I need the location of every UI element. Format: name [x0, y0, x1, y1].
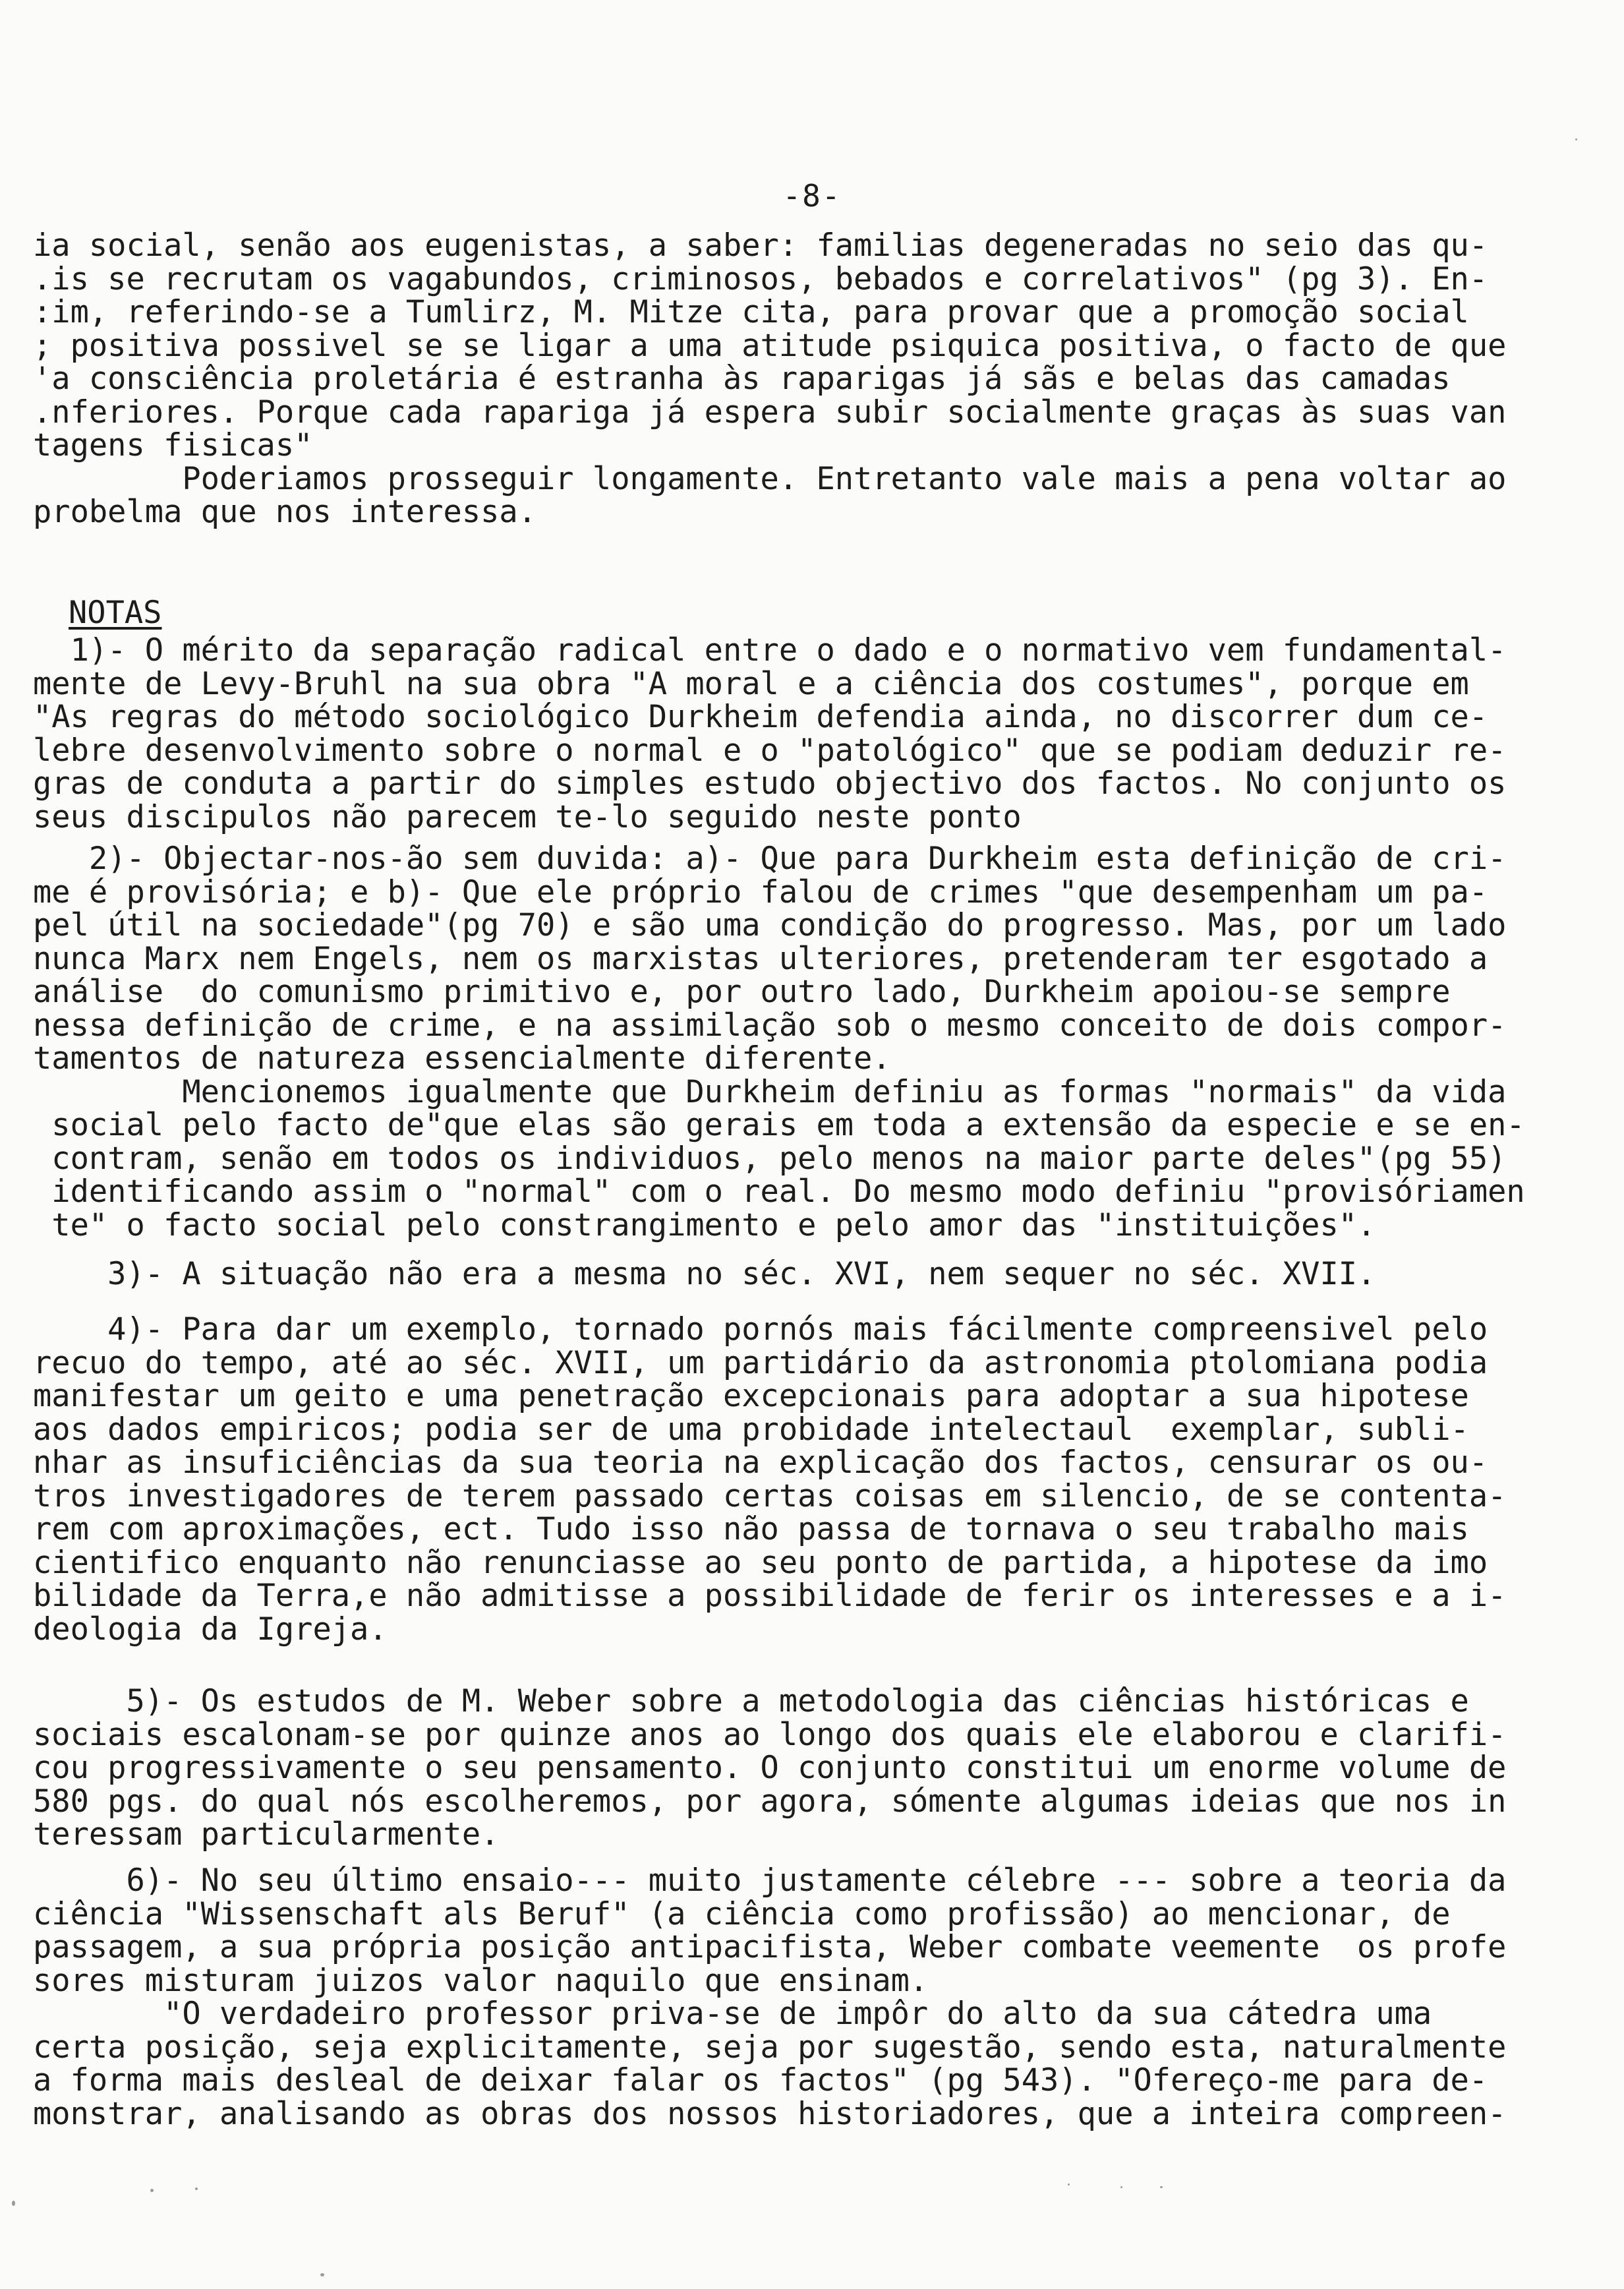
page-number: -8- — [782, 178, 842, 214]
text-line: contram, senão em todos os individuos, pelo menos na maior parte deles"(pg 55) — [33, 1140, 1507, 1177]
text-line: "As regras do método sociológico Durkheim defendia ainda, no discorrer dum ce- — [33, 699, 1488, 735]
text-line: sores misturam juizos valor naquilo que ensinam. — [33, 1962, 929, 1999]
text-line: probelma que nos interessa. — [33, 494, 537, 530]
text-line: ciência "Wissenschaft als Beruf" (a ciência como profissão) ao mencionar, de — [33, 1895, 1451, 1932]
text-line: 1)- O mérito da separação radical entre o dado e o normativo vem fundamental- — [33, 632, 1507, 669]
text-line: bilidade da Terra,e não admitisse a possibilidade de ferir os interesses e a i- — [33, 1578, 1507, 1614]
text-line: cou progressivamente o seu pensamento. O conjunto constitui um enorme volume de — [33, 1750, 1507, 1786]
text-line: .nferiores. Porque cada rapariga já espera subir socialmente graças às suas van — [33, 394, 1507, 431]
text-line: 5)- Os estudos de M. Weber sobre a metodologia das ciências históricas e — [33, 1683, 1469, 1719]
note-2 — [33, 843, 1602, 1242]
scan-speck — [195, 2187, 198, 2190]
text-line: me é provisória; e b)- Que ele próprio falou de crimes "que desempenham um pa- — [33, 874, 1488, 910]
text-line: Mencionemos igualmente que Durkheim definiu as formas "normais" da vida — [33, 1073, 1507, 1110]
note-5 — [33, 1685, 1602, 1852]
text-line: manifestar um geito e uma penetração excepcionais para adoptar a sua hipotese — [33, 1378, 1469, 1414]
text-line: nessa definição de crime, e na assimilação sob o mesmo conceito de dois compor- — [33, 1007, 1507, 1044]
text-line: rem com aproximações, ect. Tudo isso não passa de tornava o seu trabalho mais — [33, 1511, 1469, 1547]
text-line: cientifico enquanto não renunciasse ao seu ponto de partida, a hipotese da imo — [33, 1544, 1488, 1581]
text-line: análise do comunismo primitivo e, por outro lado, Durkheim apoiou-se sempre — [33, 974, 1451, 1010]
text-line: recuo do tempo, até ao séc. XVII, um partidário da astronomia ptolomiana podia — [33, 1344, 1488, 1381]
text-line: :im, referindo-se a Tumlirz, M. Mitze cita, para provar que a promoção social — [33, 294, 1469, 330]
scan-speck — [320, 2273, 324, 2276]
text-line: a forma mais desleal de deixar falar os factos" (pg 543). "Ofereço-me para de- — [33, 2062, 1488, 2098]
text-line: mente de Levy-Bruhl na sua obra "A moral e a ciência dos costumes", porque em — [33, 665, 1469, 702]
text-line: monstrar, analisando as obras dos nossos historiadores, que a inteira compreen- — [33, 2095, 1507, 2132]
text-line: "O verdadeiro professor priva-se de impôr do alto da sua cátedra uma — [33, 1996, 1432, 2032]
text-line: identificando assim o "normal" com o real. Do mesmo modo definiu "provisóriamen — [33, 1174, 1525, 1210]
text-line: 3)- A situação não era a mesma no séc. XVI, nem sequer no séc. XVII. — [33, 1256, 1376, 1292]
text-line: nhar as insuficiências da sua teoria na explicação dos factos, censurar os ou- — [33, 1444, 1488, 1481]
text-line: pel útil na sociedade"(pg 70) e são uma condição do progresso. Mas, por um lado — [33, 907, 1507, 943]
note-3 — [33, 1258, 1602, 1292]
text-line: seus discipulos não parecem te-lo seguido neste ponto — [33, 798, 1022, 835]
text-line: 4)- Para dar um exemplo, tornado pornós mais fácilmente compreensivel pelo — [33, 1311, 1488, 1348]
scan-speck — [1160, 2186, 1163, 2188]
scan-speck — [1068, 2184, 1070, 2185]
text-line: aos dados empiricos; podia ser de uma probidade intelectaul exemplar, subli- — [33, 1411, 1469, 1448]
text-line: ; positiva possivel se se ligar a uma atitude psiquica positiva, o facto de que — [33, 327, 1507, 364]
text-line: lebre desenvolvimento sobre o normal e o "patológico" que se podiam deduzir re- — [33, 732, 1507, 769]
scan-speck — [1575, 138, 1577, 140]
text-line: deologia da Igreja. — [33, 1611, 388, 1648]
text-line: te" o facto social pelo constrangimento e pelo amor das "instituições". — [33, 1206, 1376, 1243]
text-line: tros investigadores de terem passado certas coisas em silencio, de se contenta- — [33, 1477, 1507, 1514]
text-line: ia social, senão aos eugenistas, a saber: familias degeneradas no seio das qu- — [33, 227, 1488, 264]
note-6 — [33, 1864, 1602, 2131]
note-4 — [33, 1313, 1602, 1646]
text-line: 'a consciência proletária é estranha às raparigas já sãs e belas das camadas — [33, 361, 1451, 397]
note-1 — [33, 634, 1602, 834]
text-line: tagens fisicas" — [33, 427, 313, 463]
text-line: nunca Marx nem Engels, nem os marxistas ulteriores, pretenderam ter esgotado a — [33, 940, 1488, 977]
scan-speck — [1120, 2186, 1122, 2188]
scan-speck — [12, 2201, 15, 2206]
text-line: 2)- Objectar-nos-ão sem duvida: a)- Que para Durkheim esta definição de cri- — [33, 841, 1507, 877]
text-line: 6)- No seu último ensaio--- muito justamente célebre --- sobre a teoria da — [33, 1862, 1507, 1899]
scan-speck — [150, 2189, 154, 2192]
text-line: certa posição, seja explicitamente, seja por sugestão, sendo esta, naturalmente — [33, 2029, 1507, 2066]
text-line: teressam particularmente. — [33, 1816, 500, 1853]
text-line: Poderiamos prosseguir longamente. Entretanto vale mais a pena voltar ao — [33, 460, 1507, 497]
text-line: .is se recrutam os vagabundos, criminosos, bebados e correlativos" (pg 3). En- — [33, 260, 1488, 297]
text-line: social pelo facto de"que elas são gerais em toda a extensão da especie e se en- — [33, 1107, 1525, 1143]
intro-paragraph — [33, 229, 1602, 529]
text-line: passagem, a sua própria posição antipacifista, Weber combate veemente os profe — [33, 1929, 1507, 1965]
text-line: tamentos de natureza essencialmente diferente. — [33, 1040, 891, 1077]
notes-heading: NOTAS — [69, 595, 162, 631]
text-line: sociais escalonam-se por quinze anos ao longo dos quais ele elaborou e clarifi- — [33, 1716, 1507, 1753]
text-line: 580 pgs. do qual nós escolheremos, por agora, sómente algumas ideias que nos in — [33, 1783, 1507, 1820]
text-line: gras de conduta a partir do simples estudo objectivo dos factos. No conjunto os — [33, 765, 1507, 802]
